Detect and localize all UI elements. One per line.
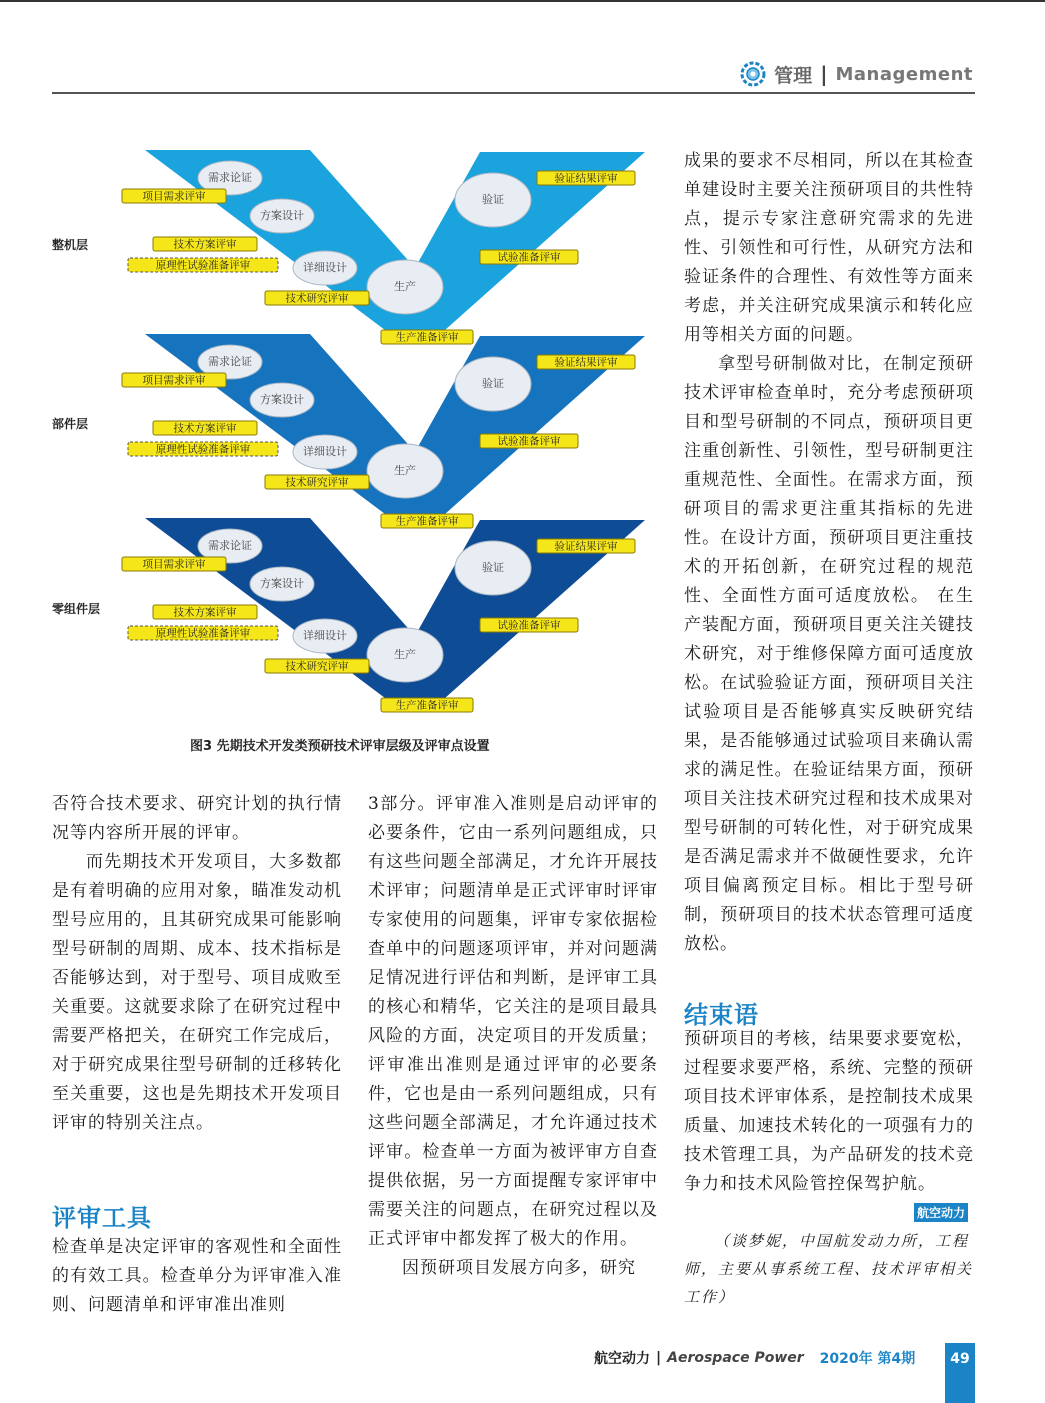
author-bio	[684, 1227, 974, 1311]
review-prod-prep: 生产准备评审	[395, 331, 459, 344]
figure-review-levels	[50, 140, 660, 720]
review-principle-test: 原理性试验准备评审	[155, 627, 251, 640]
oval-label-req: 需求论证	[208, 171, 252, 184]
oval-label-verify: 验证	[482, 561, 504, 574]
paragraph: 拿型号研制做对比，在制定预研技术评审检查单时，充分考虑预研项目和型号研制的不同点，预研项目更注重创新性、引领性，型号研制更注重规范性、全面性。在需求方面，预研项目的需求更注重其指标的先进性。在设计方面，预研项目更注重技术的开拓创新，在研究过程的规范性、全面性方面可适度放松。 在生产装配方面，预研项目更关注关键技术研究，对于维修保障方面可适度放松。在试验验证方面，预研项目关注试验项目是否能够真实反映研究结果，是否能够通过试验项目来确认需求的满足性。在验证结果方面，预研项目关注技术研究过程和技术成果对型号研制的可转化性，对于研究成果是否满足需求并不做硬性要求，允许项目偏离预定目标。相比于型号研制，预研项目的技术状态管理可适度放松。	[684, 354, 974, 954]
section-title: 管理	[774, 64, 813, 87]
layer-label-part: 零组件层	[52, 602, 101, 616]
layer-label-component: 部件层	[52, 417, 89, 431]
oval-label-req: 需求论证	[208, 355, 252, 368]
oval-label-scheme: 方案设计	[260, 209, 304, 222]
review-tech-research: 技术研究评审	[285, 292, 349, 305]
figure-caption: 图3 先期技术开发类预研技术评审层级及评审点设置	[190, 739, 490, 754]
oval-label-detail: 详细设计	[303, 261, 347, 274]
page-number: 49	[950, 1351, 970, 1367]
oval-label-verify: 验证	[482, 377, 504, 390]
running-header	[740, 60, 973, 88]
oval-label-produce: 生产	[394, 280, 416, 293]
oval-label-verify: 验证	[482, 193, 504, 206]
header-separator: |	[820, 62, 828, 86]
paragraph: 3部分。评审准入准则是启动评审的必要条件，它由一系列问题组成，只有这些问题全部满足，才允许开展技术评审；问题清单是正式评审时评审专家使用的问题集，评审专家依据检查单中的问题逐项评审，并对问题满足情况进行评估和判断，是评审工具的核心和精华，它关注的是项目最具风险的方面，决定项目的开发质量；评审准出准则是通过评审的必要条件，它也是由一系列问题组成，只有这些问题全部满足，才允许通过技术评审。检查单一方面为被评审方自查提供依据，另一方面提醒专家评审中需要关注的问题点，在研究过程以及正式评审中都发挥了极大的作用。	[368, 794, 658, 1249]
heading-review-tools: 评审工具	[52, 1204, 152, 1232]
review-tech-scheme: 技术方案评审	[173, 422, 237, 435]
review-verify-result: 验证结果评审	[554, 172, 618, 185]
issue-number: 2020年 第4期	[819, 1351, 916, 1367]
column-3	[684, 147, 974, 959]
heading-conclusion: 结束语	[684, 1001, 759, 1029]
review-project-req: 项目需求评审	[142, 374, 206, 387]
oval-label-detail: 详细设计	[303, 629, 347, 642]
column-2	[368, 790, 658, 1283]
oval-label-detail: 详细设计	[303, 445, 347, 458]
section-title-en: Management	[835, 63, 973, 85]
review-prod-prep: 生产准备评审	[395, 699, 459, 712]
review-test-prep: 试验准备评审	[497, 251, 561, 264]
review-test-prep: 试验准备评审	[497, 619, 561, 632]
paragraph: 因预研项目发展方向多，研究	[402, 1258, 636, 1278]
column-1-continued	[52, 1233, 342, 1320]
review-tech-scheme: 技术方案评审	[173, 238, 237, 251]
layer-label-engine: 整机层	[52, 238, 89, 252]
journal-name-cn: 航空动力	[594, 1351, 650, 1367]
oval-label-req: 需求论证	[208, 539, 252, 552]
review-principle-test: 原理性试验准备评审	[155, 259, 251, 272]
footer-separator: |	[656, 1350, 662, 1366]
end-mark-badge: 航空动力	[914, 1203, 968, 1222]
paragraph: 预研项目的考核，结果要求要宽松，过程要求要严格，系统、完整的预研项目技术评审体系，是控制技术成果质量、加速技术转化的一项强有力的技术管理工具，为产品研发的技术竞争力和技术风险管控保驾护航。	[684, 1029, 974, 1194]
review-test-prep: 试验准备评审	[497, 435, 561, 448]
paragraph: 成果的要求不尽相同，所以在其检查单建设时主要关注预研项目的共性特点，提示专家注意研究需求的先进性、引领性和可行性，从研究方法和验证条件的合理性、有效性等方面来考虑，并关注研究成果演示和转化应用等相关方面的问题。	[684, 151, 974, 345]
footer-journal	[594, 1348, 915, 1368]
paragraph: 检查单是决定评审的客观性和全面性的有效工具。检查单分为评审准入准则、问题清单和评审准出准则	[52, 1237, 342, 1315]
column-1	[52, 790, 342, 1138]
paragraph: 否符合技术要求、研究计划的执行情况等内容所开展的评审。	[52, 794, 342, 843]
oval-label-scheme: 方案设计	[260, 393, 304, 406]
review-tech-scheme: 技术方案评审	[173, 606, 237, 619]
review-level-diagram	[50, 140, 660, 720]
top-border	[0, 0, 1045, 2]
review-verify-result: 验证结果评审	[554, 540, 618, 553]
review-verify-result: 验证结果评审	[554, 356, 618, 369]
review-tech-research: 技术研究评审	[285, 660, 349, 673]
oval-label-scheme: 方案设计	[260, 577, 304, 590]
oval-label-produce: 生产	[394, 648, 416, 661]
author-bio-text: （谈梦妮，中国航发动力所，工程师，主要从事系统工程、技术评审相关工作）	[684, 1232, 974, 1306]
review-tech-research: 技术研究评审	[285, 476, 349, 489]
review-project-req: 项目需求评审	[142, 558, 206, 571]
review-prod-prep: 生产准备评审	[395, 515, 459, 528]
review-principle-test: 原理性试验准备评审	[155, 443, 251, 456]
header-rule	[52, 92, 975, 94]
gear-logo-icon	[740, 61, 766, 87]
column-3-conclusion	[684, 1025, 974, 1199]
page-number-box	[945, 1343, 975, 1403]
paragraph: 而先期技术开发项目，大多数都是有着明确的应用对象，瞄准发动机型号应用的，且其研究成果可能影响型号研制的周期、成本、技术指标是否能够达到，对于型号、项目成败至关重要。这就要求除了在研究过程中需要严格把关，在研究工作完成后，对于研究成果往型号研制的迁移转化至关重要，这也是先期技术开发项目评审的特别关注点。	[52, 852, 342, 1133]
oval-label-produce: 生产	[394, 464, 416, 477]
journal-name-en: Aerospace Power	[667, 1350, 804, 1366]
review-project-req: 项目需求评审	[142, 190, 206, 203]
